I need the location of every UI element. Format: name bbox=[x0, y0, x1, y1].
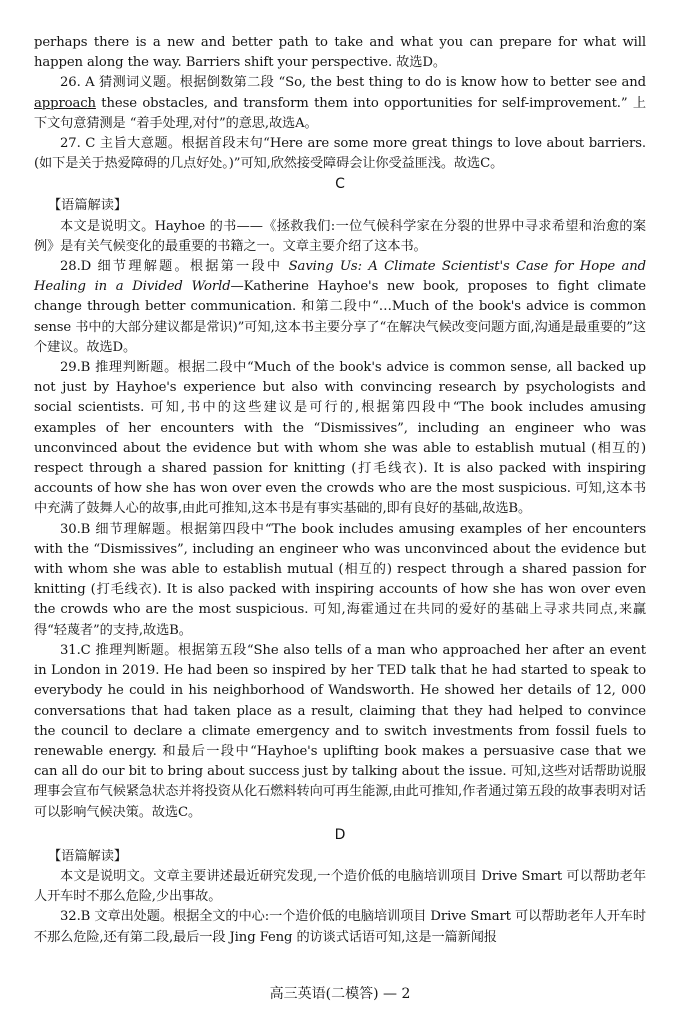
answer-29: 29.B 推理判断题。根据二段中“Much of the book's advice is common sense, all backed up not just by Hayhoe's experience but also with convincing research by psychologists and social scientists. 可知,书中的这些建议是可行的,根据第四段中“The book includes amusing examples of her encounters with the “Dismissives”, including an engineer who was unconvinced about the evidence but with whom she was able to establish mutual (相互的) respect through a shared passion for knitting (打毛线衣). It is also packed with inspiring accounts of how she has won over even the crowds who are the most suspicious. 可知,这本书中充满了鼓舞人心的故事,由此可推知,这本书是有事实基础的,即有良好的基础,故选B。 bbox=[34, 360, 646, 517]
book-title: Saving Us: A Climate Scientist's Case for Hope and Healing in a Divided World bbox=[34, 259, 646, 295]
section-d-heading: D bbox=[334, 826, 346, 843]
answer-26-text-a: 26. A 猜测词义题。根据倒数第二段 “So, the best thing to do is know how to better see and bbox=[60, 75, 646, 91]
section-c-intro: 本文是说明文。Hayhoe 的书——《拯救我们:一位气候科学家在分裂的世界中寻求希望和治愈的案例》是有关气候变化的最重要的书籍之一。文章主要介绍了这本书。 bbox=[34, 218, 646, 254]
answer-32: 32.B 文章出处题。根据全文的中心:一个造价低的电脑培训项目 Drive Smart 可以帮助老年人开车时不那么危险,还有第二段,最后一段 Jing Feng 的访谈式话语可知,这是一篇新闻报 bbox=[34, 909, 646, 945]
answer-26 bbox=[34, 73, 646, 134]
section-d-passage-tag: 【语篇解读】 bbox=[48, 848, 128, 864]
section-c-heading: C bbox=[335, 176, 345, 193]
answer-27: 27. C 主旨大意题。根据首段末句“Here are some more great things to love about barriers.(如下是关于热爱障碍的几点好处。)”可知,欣然接受障碍会让你受益匪浅。故选C。 bbox=[34, 136, 646, 172]
page-footer: 高三英语(二模答) — 2 bbox=[269, 986, 411, 1002]
answer-28-text-b: —Katherine Hayhoe's new book, proposes to fight climate change through better communication. 和第二段中“…Much of the book's advice is common sense 书中的大部分建议都是常识)”可知,这本书主要分享了“在解决气候改变问题方面,沟通是最重要的”这个建议。故选D。 bbox=[34, 279, 646, 355]
passage-b-continuation: perhaps there is a new and better path to take and what you can prepare for what will happen along the way. Barriers shift your perspective. 故选D。 bbox=[34, 35, 646, 71]
answer-30: 30.B 细节理解题。根据第四段中“The book includes amusing examples of her encounters with the “Dismissives”, including an engineer who was unconvinced about the evidence but with whom she was able to establish mutual (相互的) respect through a shared passion for knitting (打毛线衣). It is also packed with inspiring accounts of how she has won over even the crowds who are the most suspicious. 可知,海霍通过在共同的爱好的基础上寻求共同点,来赢得“轻蔑者”的支持,故选B。 bbox=[34, 521, 646, 638]
answer-28 bbox=[34, 257, 646, 358]
answer-26-text-b: these obstacles, and transform them into opportunities for self-improvement.” 上下文句意猜测是 “着手处理,对付”的意思,故选A。 bbox=[34, 95, 646, 131]
answer-28-text-a: 28.D 细节理解题。根据第一段中 bbox=[60, 259, 289, 275]
section-d-intro: 本文是说明文。文章主要讲述最近研究发现,一个造价低的电脑培训项目 Drive Smart 可以帮助老年人开车时不那么危险,少出事故。 bbox=[34, 868, 646, 905]
answer-31: 31.C 推理判断题。根据第五段“She also tells of a man who approached her after an event in London in 2019. He had been so inspired by her TED talk that he had started to speak to everybody he could in his neighborhood of Wandsworth. He showed her details of 12, 000 conversations that had taken place as a result, claiming that they had helped to convince the council to declare a climate emergency and to switch investments from fossil fuels to renewable energy. 和最后一段中“Hayhoe's uplifting book makes a persuasive case that we can all do our bit to bring about success just by talking about the issue. 可知,这些对话帮助说服理事会宣布气候紧急状态并将投资从化石燃料转向可再生能源,由此可推知,作者通过第五段的故事表明对话可以影响气候决策。故选C。 bbox=[34, 642, 646, 820]
underlined-word-approach: approach bbox=[34, 95, 96, 111]
section-c-passage-tag: 【语篇解读】 bbox=[48, 198, 128, 214]
